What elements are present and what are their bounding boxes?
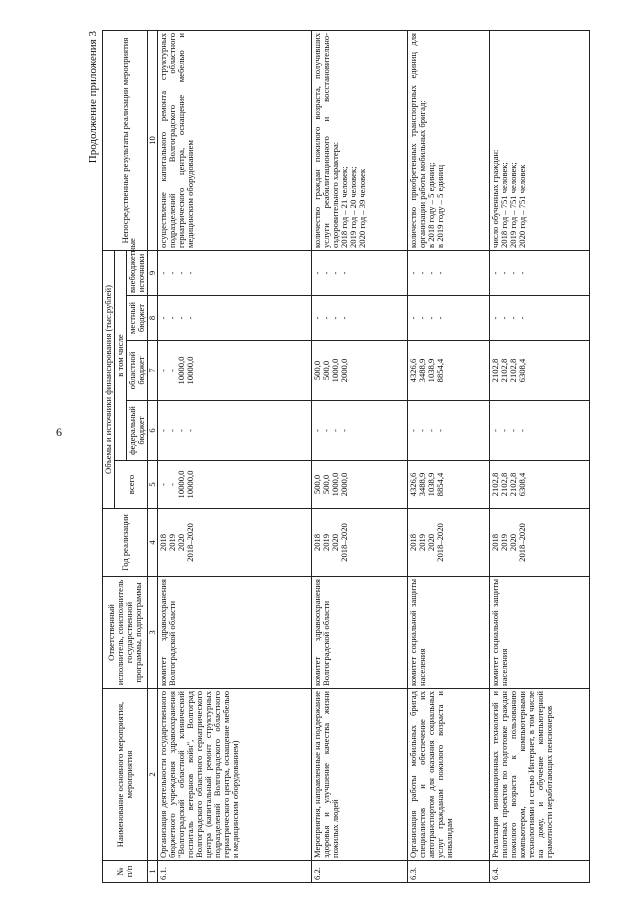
table-row — [490, 30, 590, 882]
header-local: местный бюджет — [127, 296, 148, 341]
column-number: 2 — [148, 689, 158, 861]
column-number: 8 — [148, 296, 158, 341]
header-extra: внебюджетные источники — [127, 250, 148, 295]
responsible-executor: комитет здравоохранения Волгоградской области — [312, 577, 408, 689]
funding-federal: - - - - — [312, 401, 408, 461]
implementation-years: 2018 2019 2020 2018–2020 — [408, 509, 490, 577]
responsible-executor: комитет социальной защиты населения — [490, 577, 590, 689]
funding-extra: - - - - — [408, 250, 490, 295]
activity-name: Организация работы мобильных бригад специалистов и обеспечение их автотранспортом для оказания социальных услуг гражданам пожилого возраста и инвалидам — [408, 689, 490, 861]
column-number: 10 — [148, 30, 158, 250]
page-number: 6 — [56, 425, 62, 439]
activity-result: количество приобретенных транспортных единиц для организации работы мобильных бригад: в 2018 году – 5 единиц; в 2019 году – 5 единиц — [408, 30, 490, 250]
column-number: 1 — [148, 861, 158, 883]
activity-result: количество граждан пожилого возраста, получивших услуги реабилитационного и восстановительно-оздоровительного характера: 2018 год – 21 человек; 2019 год – 20 человек; 2020 год – 39 человек — [312, 30, 408, 250]
funding-total: 2102,8 2102,8 2102,8 6308,4 — [490, 461, 590, 509]
funding-regional: 500,0 500,0 1000,0 2000,0 — [312, 341, 408, 401]
column-number: 6 — [148, 401, 158, 461]
funding-local: - - - - — [408, 296, 490, 341]
funding-regional: 2102,8 2102,8 2102,8 6308,4 — [490, 341, 590, 401]
funding-total: - - 10000,0 10000,0 — [158, 461, 312, 509]
activity-result: осуществление капитального ремонта структурных подразделений Волгоградского областного гериатрического центра, оснащение мебелью и медицинским оборудованием — [158, 30, 312, 250]
funding-federal: - - - - — [158, 401, 312, 461]
header-num: № п/п — [103, 861, 148, 883]
funding-federal: - - - - — [490, 401, 590, 461]
row-number: 6.2. — [312, 861, 408, 883]
header-funding-group: Объемы и источники финансирования (тыс.рублей) — [103, 250, 115, 508]
header-total: всего — [115, 461, 148, 509]
column-number: 9 — [148, 250, 158, 295]
table-row — [408, 30, 490, 882]
implementation-years: 2018 2019 2020 2018–2020 — [158, 509, 312, 577]
header-federal: федеральный бюджет — [127, 401, 148, 461]
implementation-years: 2018 2019 2020 2018–2020 — [312, 509, 408, 577]
header-executor: Ответственный исполнитель, соисполнитель государственной программы, подпрограммы — [103, 577, 148, 689]
column-number: 3 — [148, 577, 158, 689]
responsible-executor: комитет социальной защиты населения — [408, 577, 490, 689]
activity-name: Мероприятия, направленные на поддержание здоровья и улучшение качества жизни пожилых людей — [312, 689, 408, 861]
funding-local: - - - - — [312, 296, 408, 341]
header-regional: областной бюджет — [127, 341, 148, 401]
implementation-years: 2018 2019 2020 2018–2020 — [490, 509, 590, 577]
row-number: 6.1. — [158, 861, 312, 883]
funding-regional: - - 10000,0 10000,0 — [158, 341, 312, 401]
responsible-executor: комитет здравоохранения Волгоградской области — [158, 577, 312, 689]
header-name: Наименование основного мероприятия, мероприятия — [103, 689, 148, 861]
table-row — [312, 30, 408, 882]
funding-regional: 4326,6 3488,9 1038,9 8854,4 — [408, 341, 490, 401]
activity-name: Организация деятельности государственного бюджетного учреждения здравоохранения "Волгоградский областной клинический госпиталь ветеранов войн", Волгоград Волгоградского областного гериатрического центра (капитальный ремонт структурных подразделений Волгоградского областного гериатрического центра, оснащение мебелью и медицинским оборудованием) — [158, 689, 312, 861]
rotated-page-content — [84, 31, 560, 883]
funding-federal: - - - - — [408, 401, 490, 461]
column-number: 4 — [148, 509, 158, 577]
funding-total: 500,0 500,0 1000,0 2000,0 — [312, 461, 408, 509]
activity-result: число обученных граждан: 2018 год – 751 человек; 2019 год – 751 человек; 2020 год – 751 человек — [490, 30, 590, 250]
activity-name: Реализация инновационных технологий и пилотных проектов по подготовке граждан пожилого возраста к пользованию компьютером, компьютерными технологиями и сетью Интернет, в том числе на дому, и обучение компьютерной грамотности неработающих пенсионеров — [490, 689, 590, 861]
funding-extra: - - - - — [158, 250, 312, 295]
funding-extra: - - - - — [312, 250, 408, 295]
row-number: 6.4. — [490, 861, 590, 883]
funding-local: - - - - — [158, 296, 312, 341]
table-row — [158, 30, 312, 882]
row-number: 6.3. — [408, 861, 490, 883]
column-number: 7 — [148, 341, 158, 401]
header-results: Непосредственные результаты реализации мероприятия — [103, 30, 148, 250]
header-year: Год реализации — [103, 509, 148, 577]
continuation-label: Продолжение приложения 3 — [87, 31, 99, 164]
column-numbers-row — [148, 30, 158, 882]
header-including: в том числе — [115, 250, 127, 460]
funding-total: 4326,6 3488,9 1038,9 8854,4 — [408, 461, 490, 509]
column-number: 5 — [148, 461, 158, 509]
funding-local: - - - - — [490, 296, 590, 341]
funding-extra: - - - - — [490, 250, 590, 295]
program-activities-table — [102, 30, 590, 883]
